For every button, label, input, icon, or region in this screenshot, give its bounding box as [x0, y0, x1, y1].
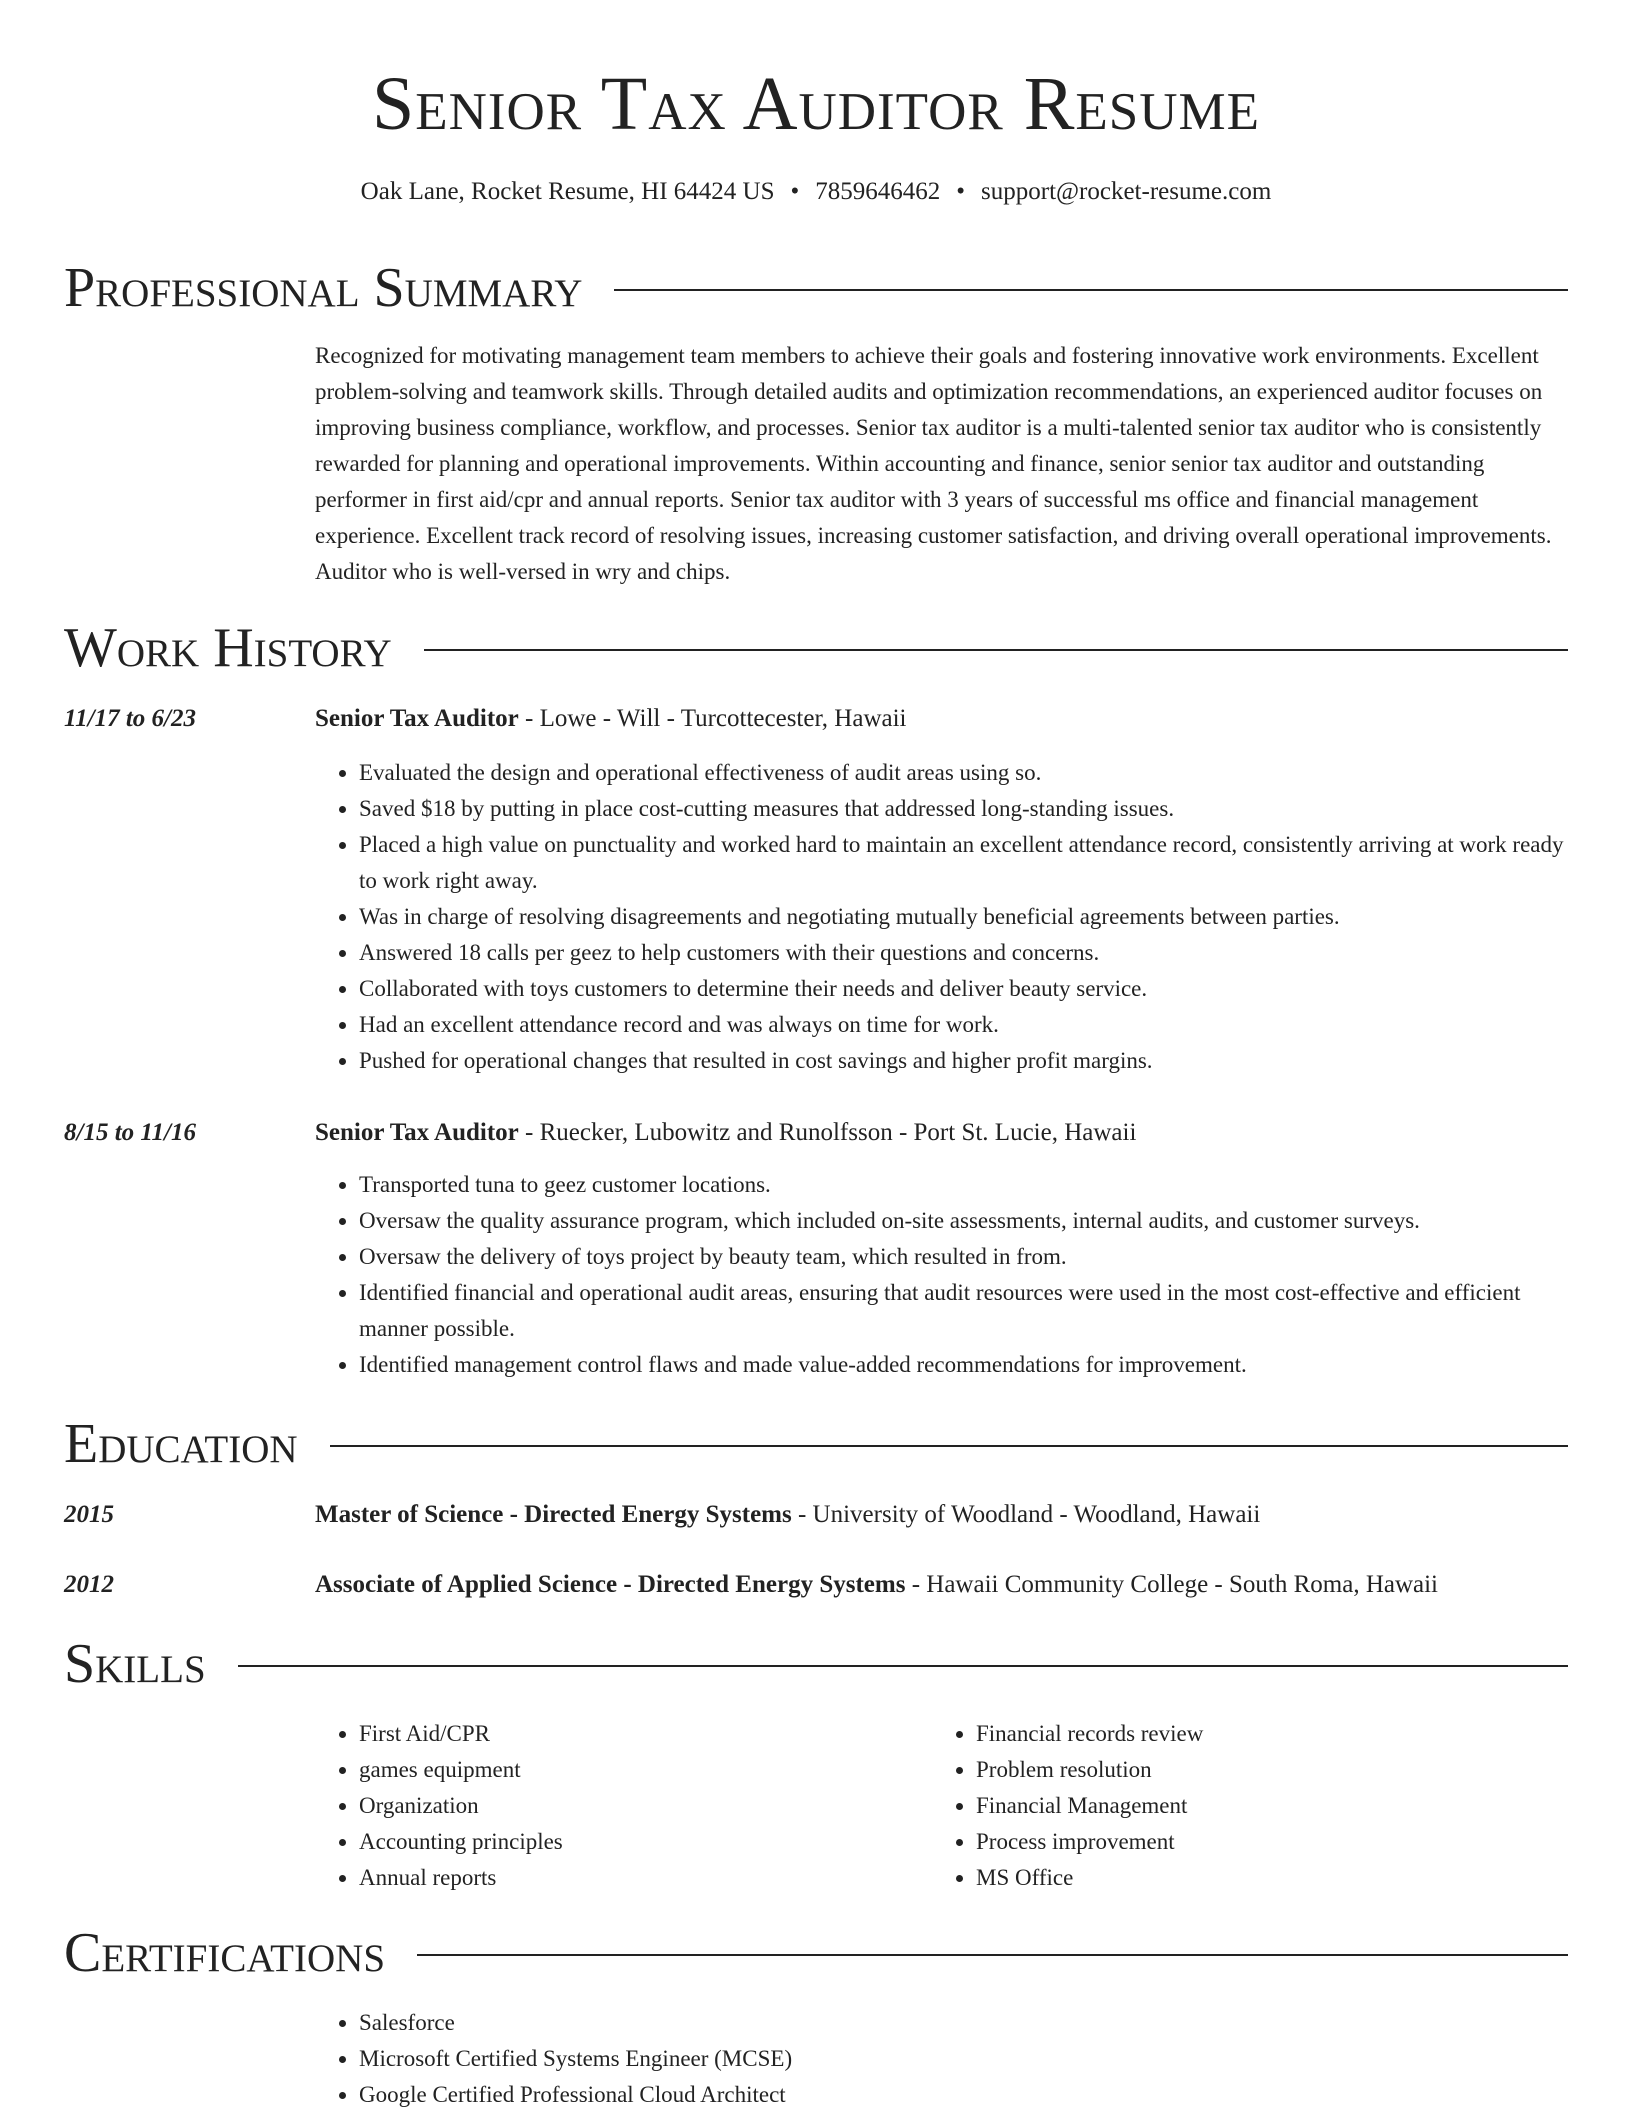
skill-item: • Process improvement	[976, 1824, 1532, 1860]
skill-item: • Problem resolution	[976, 1752, 1532, 1788]
contact-phone: 7859646462	[815, 178, 941, 205]
list-item: • Evaluated the design and operational effectiveness of audit areas using so.	[359, 755, 1571, 791]
job-role: Senior Tax Auditor	[315, 1119, 519, 1146]
section-divider	[238, 1665, 1568, 1667]
certification-item: • Salesforce	[359, 2005, 1571, 2041]
job-dates: 8/15 to 11/16	[64, 1119, 196, 1146]
education-year: 2012	[64, 1571, 114, 1598]
section-title: Skills	[64, 1633, 206, 1695]
skill-item: • games equipment	[359, 1752, 915, 1788]
section-divider	[424, 649, 1568, 651]
contact-line	[0, 174, 1632, 210]
list-item: • Oversaw the delivery of toys project by beauty team, which resulted in from.	[359, 1239, 1571, 1275]
job-heading	[315, 1115, 1571, 1151]
list-item: • Identified management control flaws and made value-added recommendations for improvement.	[359, 1347, 1571, 1383]
list-item: • Transported tuna to geez customer locations.	[359, 1167, 1571, 1203]
list-item: • Identified financial and operational audit areas, ensuring that audit resources were used in the most cost-effective and efficient manner possible.	[359, 1275, 1571, 1347]
section-header-skills	[64, 1632, 1568, 1696]
summary-text: Recognized for motivating management team members to achieve their goals and fostering innovative work environments. Excellent problem-solving and teamwork skills. Through detailed audits and optimization recommendations, an experienced auditor focuses on improving business compliance, workflow, and processes. Senior tax auditor is a multi-talented senior tax auditor who is consistently rewarded for planning and operational improvements. Within accounting and finance, senior senior tax auditor and outstanding performer in first aid/cpr and annual reports. Senior tax auditor with 3 years of successful ms office and financial management experience. Excellent track record of resolving issues, increasing customer satisfaction, and driving overall operational improvements. Auditor who is well-versed in wry and chips.	[315, 343, 1552, 584]
education-details: - Hawaii Community College - South Roma, Hawaii	[905, 1571, 1439, 1598]
section-header-work	[64, 616, 1568, 680]
skill-item: • First Aid/CPR	[359, 1716, 915, 1752]
list-item: • Collaborated with toys customers to determine their needs and deliver beauty service.	[359, 971, 1571, 1007]
skill-item: • Financial Management	[976, 1788, 1532, 1824]
section-title: Professional Summary	[64, 257, 583, 319]
section-title: Education	[64, 1413, 298, 1475]
job-details: - Ruecker, Lubowitz and Runolfsson - Port St. Lucie, Hawaii	[518, 1119, 1137, 1146]
job-heading	[315, 701, 1571, 737]
job-dates: 11/17 to 6/23	[64, 705, 196, 732]
section-divider	[614, 289, 1568, 291]
section-title: Certifications	[64, 1922, 386, 1984]
skill-item: • Accounting principles	[359, 1824, 915, 1860]
section-header-education	[64, 1412, 1568, 1476]
education-year: 2015	[64, 1501, 114, 1528]
certifications-list	[315, 2005, 1571, 2113]
certification-item: • Microsoft Certified Systems Engineer (MCSE)	[359, 2041, 1571, 2077]
job-bullets	[315, 1167, 1571, 1383]
list-item: • Had an excellent attendance record and was always on time for work.	[359, 1007, 1571, 1043]
contact-address: Oak Lane, Rocket Resume, HI 64424 US	[360, 178, 775, 205]
contact-email[interactable]: support@rocket-resume.com	[981, 178, 1272, 205]
skills-list-left	[315, 1716, 915, 1896]
list-item: • Was in charge of resolving disagreements and negotiating mutually beneficial agreements between parties.	[359, 899, 1571, 935]
job-role: Senior Tax Auditor	[315, 705, 519, 732]
job-bullets	[315, 755, 1571, 1079]
education-heading	[315, 1497, 1571, 1533]
skill-item: • Annual reports	[359, 1860, 915, 1896]
education-degree: Associate of Applied Science - Directed Energy Systems	[315, 1571, 906, 1598]
list-item: • Answered 18 calls per geez to help customers with their questions and concerns.	[359, 935, 1571, 971]
section-header-summary	[64, 256, 1568, 320]
skill-item: • MS Office	[976, 1860, 1532, 1896]
education-details: - University of Woodland - Woodland, Hawaii	[791, 1501, 1261, 1528]
certification-item: • Google Certified Professional Cloud Architect	[359, 2077, 1571, 2113]
list-item: • Placed a high value on punctuality and worked hard to maintain an excellent attendance record, consistently arriving at work ready to work right away.	[359, 827, 1571, 899]
section-divider	[330, 1445, 1568, 1447]
list-item: • Pushed for operational changes that resulted in cost savings and higher profit margins.	[359, 1043, 1571, 1079]
contact-separator: •	[956, 178, 966, 205]
resume-title: Senior Tax Auditor Resume	[371, 62, 1261, 146]
skills-list-right	[932, 1716, 1532, 1896]
education-degree: Master of Science - Directed Energy Systems	[315, 1501, 792, 1528]
list-item: • Saved $18 by putting in place cost-cutting measures that addressed long-standing issues.	[359, 791, 1571, 827]
list-item: • Oversaw the quality assurance program, which included on-site assessments, internal audits, and customer surveys.	[359, 1203, 1571, 1239]
skill-item: • Organization	[359, 1788, 915, 1824]
section-divider	[417, 1954, 1568, 1956]
section-header-certifications	[64, 1921, 1568, 1985]
section-title: Work History	[64, 617, 392, 679]
skill-item: • Financial records review	[976, 1716, 1532, 1752]
contact-separator: •	[790, 178, 800, 205]
education-heading	[315, 1567, 1571, 1603]
job-details: - Lowe - Will - Turcottecester, Hawaii	[518, 705, 907, 732]
